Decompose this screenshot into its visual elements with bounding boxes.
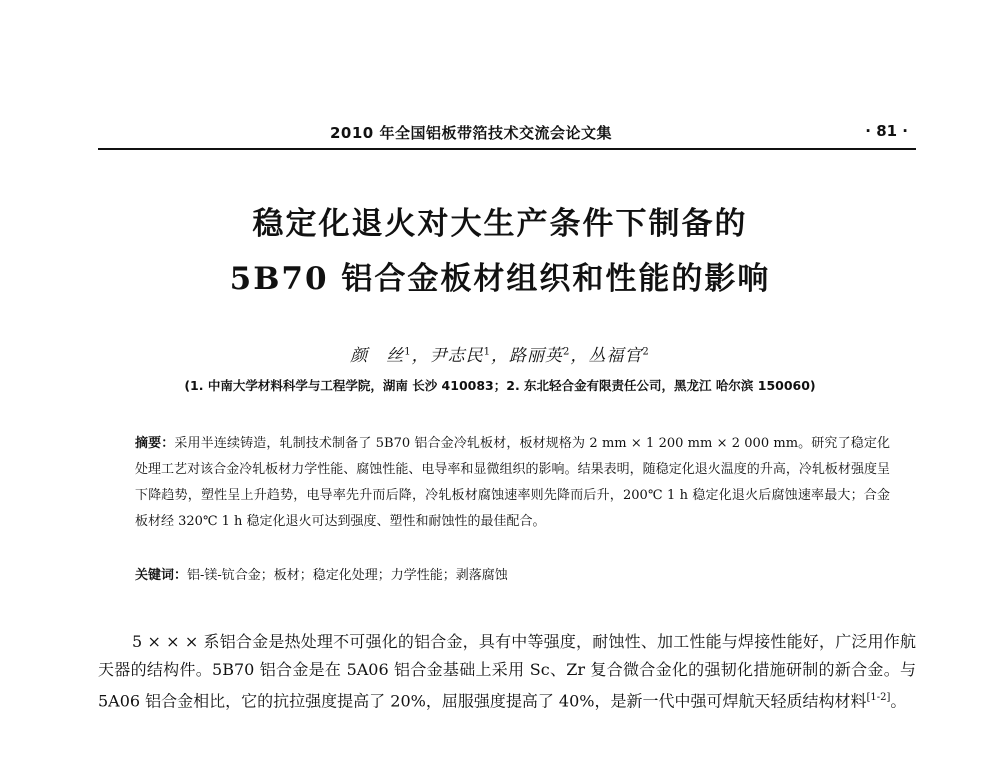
abstract [135,431,890,535]
abstract-text: 采用半连续铸造，轧制技术制备了 5B70 铝合金冷轧板材，板材规格为 2 mm × 1 200 mm × 2 000 mm。研究了稳定化处理工艺对该合金冷轧板材力学性能、腐蚀性能、电导率和显微组织的影响。结果表明，随稳定化退火温度的升高，冷轧板材强度呈下降趋势，塑性呈上升趋势，电导率先升而后降，冷轧板材腐蚀速率则先降而后升，200℃ 1 h 稳定化退火后腐蚀速率最大；合金板材经 320℃ 1 h 稳定化退火可达到强度、塑性和耐蚀性的最佳配合。 [135,436,890,529]
body-paragraph [98,628,916,715]
author-list: 颜 丝$^1$，尹志民$^1$，路丽英$^2$，丛福官$^2$ [350,346,650,366]
paper-title-line-1: 稳定化退火对大生产条件下制备的 [252,206,748,242]
author-name: 颜 丝 [350,346,405,366]
citation: [1-2] [866,692,891,703]
page-number: · 81 · [865,122,908,140]
body-text: 5 × × × 系铝合金是热处理不可强化的铝合金，具有中等强度，耐蚀性、加工性能与焊接性能好，广泛用作航天器的结构件。5B70 铝合金是在 5A06 铝合金基础上采用 Sc、Zr 复合微合金化的强韧化措施研制的新合金。与 5A06 铝合金相比，它的抗拉强度提高了 20%，屈服强度提高了 40%，是新一代中强可焊航天轻质结构材料 [98,632,916,711]
keywords [135,564,890,583]
author-name: 尹志民 [429,346,484,366]
keywords-text: 铝-镁-钪合金；板材；稳定化处理；力学性能；剥落腐蚀 [187,568,508,583]
running-header [98,122,916,150]
author-affiliation-mark: 1 [483,346,491,358]
author-affiliation-mark: 2 [563,346,571,358]
author-name: 路丽英 [509,346,563,366]
body-text-end: 。 [890,691,907,711]
keywords-label: 关键词： [135,568,188,583]
paper-title-line-2: 5B70 铝合金板材组织和性能的影响 [229,261,771,297]
abstract-label: 摘要： [135,436,175,451]
author-name: 丛福官 [588,346,643,366]
author-affiliation-mark: 1 [404,346,412,358]
proceedings-title: 2010 年全国铝板带箔技术交流会论文集 [330,124,612,142]
author-affiliation-mark: 2 [642,346,650,358]
affiliations: (1. 中南大学材料科学与工程学院，湖南 长沙 410083；2. 东北轻合金有限责任公司，黑龙江 哈尔滨 150060) [184,378,816,393]
